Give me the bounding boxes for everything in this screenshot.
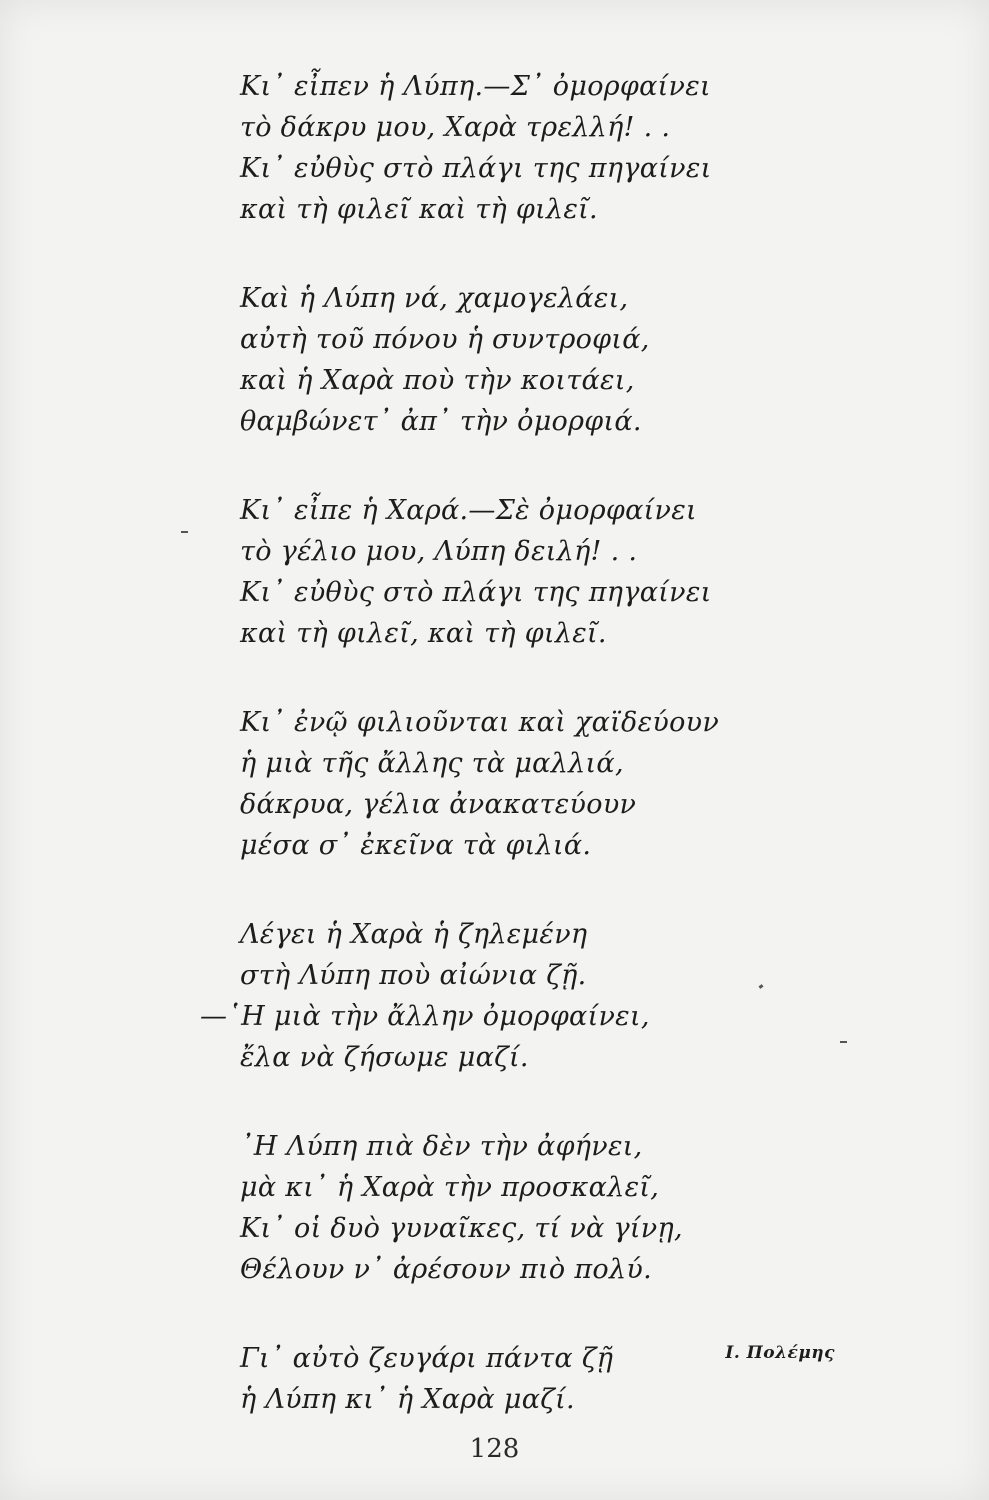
poem-line: ἡ μιὰ τῆς ἄλλης τὰ μαλλιά, — [240, 748, 624, 779]
stanza-2 — [240, 278, 800, 442]
poem-line: αὐτὴ τοῦ πόνου ἡ συντροφιά, — [240, 324, 650, 355]
poem-line: Καὶ ἡ Λύπη νά, χαμογελάει, — [240, 283, 629, 314]
stanza-5 — [200, 914, 800, 1078]
poem-line: Κι᾿ εἶπεν ἡ Λύπη.—Σ᾿ ὀμορφαίνει — [240, 71, 711, 102]
stanza-3 — [240, 490, 800, 654]
scan-speck — [181, 531, 188, 533]
page-number: 128 — [469, 1434, 520, 1464]
poem-line: καὶ τὴ φιλεῖ καὶ τὴ φιλεῖ. — [240, 194, 598, 225]
poem-line: Κι᾿ εὐθὺς στὸ πλάγι της πηγαίνει — [240, 577, 712, 608]
poem-line: Κι᾿ οἱ δυὸ γυναῖκες, τί νὰ γίνῃ, — [240, 1213, 683, 1244]
poem-line: τὸ γέλιο μου, Λύπη δειλή! . . — [240, 536, 638, 567]
poem-line: Γι᾿ αὐτὸ ζευγάρι πάντα ζῇ — [240, 1343, 614, 1374]
poem-line: ᾿Η Λύπη πιὰ δὲν τὴν ἀφήνει, — [240, 1131, 643, 1162]
poem-line: καὶ ἡ Χαρὰ ποὺ τὴν κοιτάει, — [240, 365, 635, 396]
poem-line: καὶ τὴ φιλεῖ, καὶ τὴ φιλεῖ. — [240, 618, 607, 649]
poem-line: ἡ Λύπη κι᾿ ἡ Χαρὰ μαζί. — [240, 1384, 575, 1415]
poem-line: Κι᾿ εἶπε ἡ Χαρά.—Σὲ ὀμορφαίνει — [240, 495, 697, 526]
poem-line: Κι᾿ εὐθὺς στὸ πλάγι της πηγαίνει — [240, 153, 712, 184]
stanza-6 — [240, 1126, 800, 1290]
poem-line: Θέλουν ν᾿ ἀρέσουν πιὸ πολύ. — [240, 1254, 652, 1285]
poem-line: τὸ δάκρυ μου, Χαρὰ τρελλή! . . — [240, 112, 671, 143]
poem-line: ἔλα νὰ ζήσωμε μαζί. — [240, 1042, 529, 1073]
author-signature: Ι. Πολέμης — [725, 1343, 835, 1363]
stanza-4 — [240, 702, 800, 866]
poem-line: μὰ κι᾿ ἡ Χαρὰ τὴν προσκαλεῖ, — [240, 1172, 660, 1203]
poem-line: Λέγει ἡ Χαρὰ ἡ ζηλεμένη — [240, 919, 588, 950]
poem-line-dialogue: —῾Η μιὰ τὴν ἄλλην ὀμορφαίνει, — [200, 1001, 650, 1032]
poem-line: Κι᾿ ἐνῷ φιλιοῦνται καὶ χαϊδεύουν — [240, 707, 720, 738]
stanza-7 — [240, 1338, 800, 1420]
stanza-1 — [240, 66, 800, 230]
scan-speck — [840, 1041, 847, 1043]
poem-line: θαμβώνετ᾿ ἀπ᾿ τὴν ὀμορφιά. — [240, 406, 642, 437]
poem-line: στὴ Λύπη ποὺ αἰώνια ζῇ. — [240, 960, 587, 991]
poem-body — [200, 66, 800, 1420]
poem-line: δάκρυα, γέλια ἀνακατεύουν — [240, 789, 637, 820]
poem-line: μέσα σ᾿ ἐκεῖνα τὰ φιλιά. — [240, 830, 592, 861]
